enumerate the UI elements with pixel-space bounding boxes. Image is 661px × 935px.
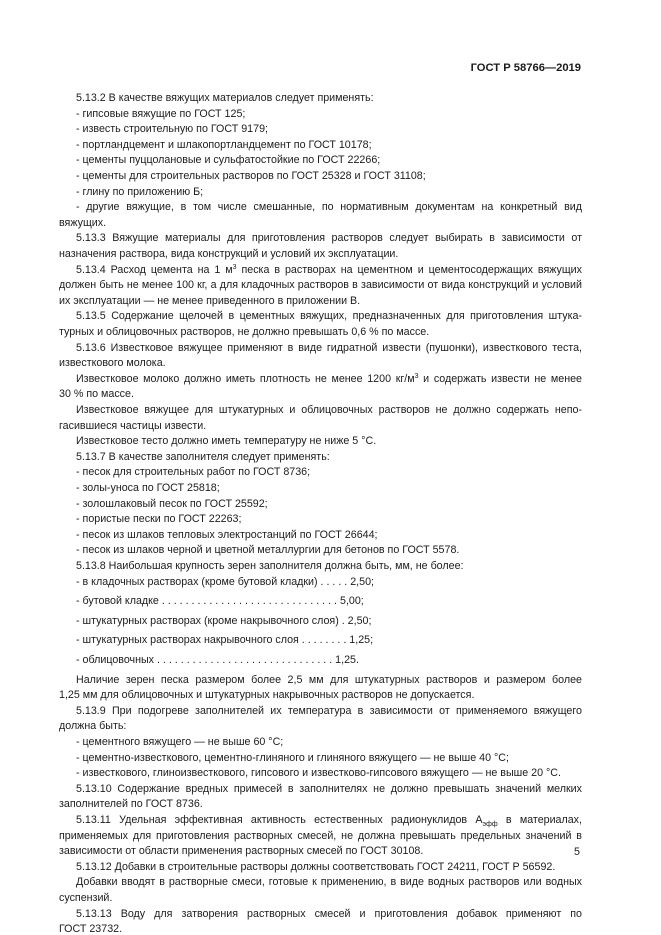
text-line: 5.13.5 Содержание щелочей в цементных вяжущих, предназначенных для приготовления штука- xyxy=(76,310,582,322)
text-line: должен быть не менее 100 кг, а для кладочных растворов в зависимости от вида конструкций и условий xyxy=(59,279,582,291)
text-line: - бутовой кладке . . . . . . . . . . . . . . . . . . . . . . . . . . . . . . 5,00; xyxy=(76,595,364,607)
text-line: - песок из шлаков черной и цветной металлургии для бетонов по ГОСТ 5578. xyxy=(76,544,460,556)
text-line: - гипсовые вяжущие по ГОСТ 125; xyxy=(76,108,246,120)
text-line: 5.13.8 Наибольшая крупность зерен заполнителя должна быть, мм, не более: xyxy=(76,560,464,572)
text-line: - известь строительную по ГОСТ 9179; xyxy=(76,123,268,135)
text-line: зависимости от области применения растворных смесей по ГОСТ 30108. xyxy=(59,845,424,857)
text-line: - золошлаковый песок по ГОСТ 25592; xyxy=(76,498,268,510)
text-line: Известковое тесто должно иметь температуру не ниже 5 °С. xyxy=(76,435,377,447)
text-line: 5.13.7 В качестве заполнителя следует применять: xyxy=(76,451,330,463)
text-line: - цементного вяжущего — не выше 60 °С; xyxy=(76,736,284,748)
text-line: 5.13.3 Вяжущие материалы для приготовления растворов следует выбирать в зависимости от xyxy=(76,232,582,244)
text-line: 1,25 мм для облицовочных и штукатурных накрывочных растворов не допускается. xyxy=(59,689,475,701)
text-line: ГОСТ 23732. xyxy=(59,923,123,935)
text-line: известкового молока. xyxy=(59,357,166,369)
text-line: Наличие зерен песка размером более 2,5 мм для штукатурных растворов и размером более xyxy=(76,674,582,686)
text-line: назначения раствора, вида конструкций и условий их эксплуатации. xyxy=(59,248,399,260)
text-line: - песок для строительных работ по ГОСТ 8736; xyxy=(76,466,311,478)
text-line: применяемых для приготовления растворных смесей, не должна превышать предельных значений в xyxy=(59,830,582,842)
text-line: Добавки вводят в растворные смеси, готовые к применению, в виде водных растворов или водных xyxy=(76,876,582,888)
text-line: 5.13.11 Удельная эффективная активность естественных радионуклидов $А_{эфф}$ в материалах, xyxy=(76,814,582,829)
text-line: - штукатурных растворах (кроме накрывочного слоя) . 2,50; xyxy=(76,615,372,627)
text-line: 5.13.4 Расход цемента на 1 $м^3$ песка в растворах на цементном и цементосодержащих вяжущих xyxy=(76,264,582,276)
text-line: - цементы пуццолановые и сульфатостойкие по ГОСТ 22266; xyxy=(76,154,381,166)
page-number: 5 xyxy=(574,846,580,858)
text-line: - глину по приложению Б; xyxy=(76,186,204,198)
text-line: - цементы для строительных растворов по ГОСТ 25328 и ГОСТ 31108; xyxy=(76,170,426,182)
text-line: должна быть: xyxy=(59,720,127,732)
document-header-id: ГОСТ Р 58766—2019 xyxy=(470,62,581,74)
text-line: 30 % по массе. xyxy=(59,388,134,400)
text-line: заполнителей по ГОСТ 8736. xyxy=(59,798,203,810)
text-line: 5.13.6 Известковое вяжущее применяют в виде гидратной извести (пушонки), известкового теста, xyxy=(76,342,582,354)
text-line: Известковое вяжущее для штукатурных и облицовочных растворов не должно содержать непо- xyxy=(76,404,582,416)
text-line: Известковое молоко должно иметь плотность не менее 1200 $кг/м^3$ и содержать извести не менее xyxy=(76,373,582,385)
text-line: - золы-уноса по ГОСТ 25818; xyxy=(76,482,220,494)
text-line: суспензий. xyxy=(59,892,113,904)
text-line: - облицовочных . . . . . . . . . . . . . . . . . . . . . . . . . . . . . . 1,25. xyxy=(76,654,359,666)
text-line: 5.13.10 Содержание вредных примесей в заполнителях не должно превышать значений мелких xyxy=(76,783,582,795)
text-line: - пористые пески по ГОСТ 22263; xyxy=(76,513,242,525)
text-line: 5.13.13 Воду для затворения растворных смесей и приготовления добавок применяют по xyxy=(76,908,582,920)
text-line: 5.13.2 В качестве вяжущих материалов следует применять: xyxy=(76,92,374,104)
text-line: 5.13.12 Добавки в строительные растворы должны соответствовать ГОСТ 24211, ГОСТ Р 56592. xyxy=(76,861,556,873)
text-line: - портландцемент и шлакопортландцемент по ГОСТ 10178; xyxy=(76,139,372,151)
text-line: турных и облицовочных растворов, не должно превышать 0,6 % по массе. xyxy=(59,326,430,338)
text-line: - другие вяжущие, в том числе смешанные, по нормативным документам на конкретный вид xyxy=(76,201,582,213)
text-line: - известкового, глиноизвесткового, гипсового и известково-гипсового вяжущего — не выше 20 °С. xyxy=(76,767,561,779)
text-line: 5.13.9 При подогреве заполнителей их температура в зависимости от применяемого вяжущего xyxy=(76,705,582,717)
text-line: гасившиеся частицы извести. xyxy=(59,420,207,432)
text-line: - штукатурных растворах накрывочного слоя . . . . . . . . 1,25; xyxy=(76,634,374,646)
text-line: их эксплуатации — не менее приведенного в приложении В. xyxy=(59,295,361,307)
text-line: - цементно-известкового, цементно-глиняного и глиняного вяжущего — не выше 40 °С; xyxy=(76,752,509,764)
text-line: вяжущих. xyxy=(59,217,107,229)
text-line: - в кладочных растворах (кроме бутовой кладки) . . . . . 2,50; xyxy=(76,576,375,588)
text-line: - песок из шлаков тепловых электростанций по ГОСТ 26644; xyxy=(76,529,378,541)
